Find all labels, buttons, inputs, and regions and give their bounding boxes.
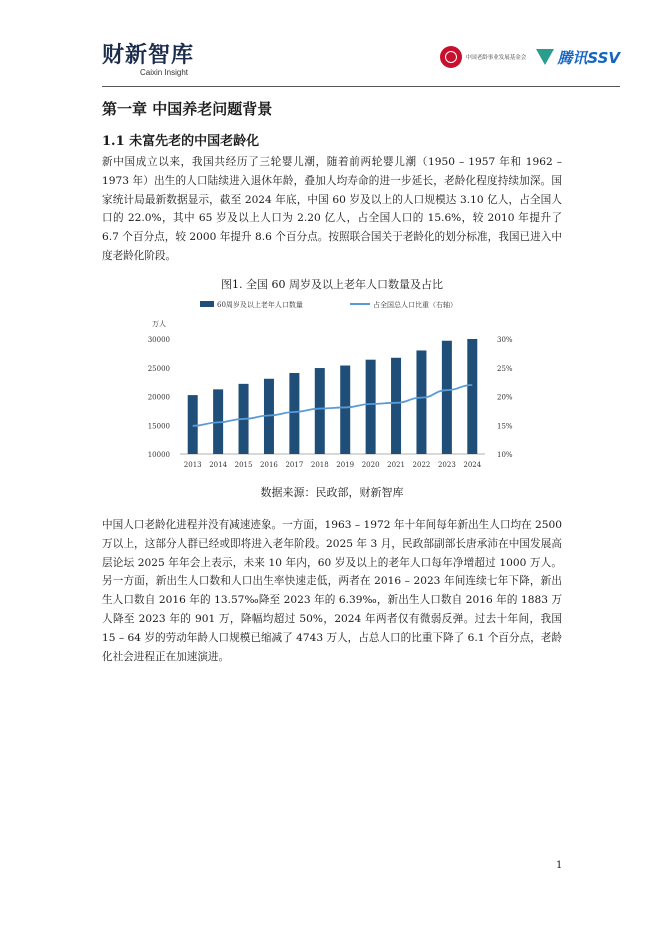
section-title: 1.1 未富先老的中国老龄化 (102, 134, 260, 149)
foundation-name: 中国老龄事业发展基金会 (465, 55, 527, 61)
paragraph-intro: 新中国成立以来，我国共经历了三轮婴儿潮，随着前两轮婴儿潮（1950 – 1957 年和 1962 – 1973 年）出生的人口陆续进入退休年龄，叠加人均寿命的进一步延长，老龄化程度持续加深。国家统计局最新数据显示，截至 2024 年底，中国 60 岁及以上的人口规模达 3.10 亿人，占全国人口的 22.0%，其中 65 岁及以上人口为 2.20 亿人，占全国人口的 15.6%，较 2010 年提升了 6.7 个百分点，较 2000 年提升 8.6 个百分点。按照联合国关于老龄化的划分标准，我国已进入中度老龄化阶段。 (102, 156, 562, 262)
ssv-logo-icon (536, 49, 554, 65)
figure-title: 图1. 全国 60 周岁及以上老年人口数量及占比 (221, 278, 443, 291)
header-divider (102, 86, 620, 87)
y-left-tick-label: 10000 (147, 451, 170, 459)
y-right-tick-label: 20% (497, 393, 513, 402)
bar (315, 368, 325, 454)
population-chart (130, 294, 530, 474)
line-series-share (193, 385, 473, 426)
y-left-tick-label: 30000 (147, 336, 170, 344)
x-tick-label: 2013 (183, 461, 202, 469)
x-tick-label: 2019 (336, 461, 355, 469)
x-tick-label: 2024 (463, 461, 482, 469)
bar (391, 358, 401, 454)
x-tick-label: 2020 (361, 461, 380, 469)
x-tick-label: 2018 (310, 461, 329, 469)
y-right-tick-label: 15% (497, 422, 513, 431)
y-left-tick-label: 15000 (147, 422, 170, 431)
logo-main-text: 财新智库 (102, 43, 195, 68)
x-tick-label: 2022 (412, 461, 431, 469)
bar (366, 360, 376, 454)
x-tick-label: 2017 (285, 461, 304, 469)
x-tick-label: 2015 (234, 461, 253, 469)
bar (416, 350, 426, 454)
y-right-tick-label: 30% (497, 336, 513, 344)
x-tick-label: 2016 (260, 461, 278, 469)
y-right-tick-label: 25% (497, 364, 513, 373)
y-left-tick-label: 25000 (147, 364, 170, 373)
x-tick-label: 2014 (209, 461, 228, 469)
page-number: 1 (556, 860, 563, 871)
y-right-tick-label: 10% (497, 451, 513, 459)
bar (340, 366, 350, 454)
caixin-insight-logo (102, 44, 194, 78)
legend-bar-swatch (200, 301, 214, 307)
page-header (102, 40, 620, 88)
bar (188, 395, 198, 454)
y-left-unit-label: 万人 (152, 320, 166, 328)
partner-logos (440, 46, 620, 68)
ssv-brand-text: 腾讯SSV (557, 48, 620, 67)
logo-sub-text: Caixin Insight (140, 68, 189, 77)
chapter-title: 第一章 中国养老问题背景 (102, 100, 273, 118)
figure-source: 数据来源：民政部，财新智库 (260, 486, 404, 499)
x-tick-label: 2023 (437, 461, 456, 469)
foundation-emblem-icon (440, 46, 462, 68)
bar (289, 373, 299, 454)
bar (442, 341, 452, 454)
paragraph-trend: 中国人口老龄化进程并没有减速迹象。一方面，1963 – 1972 年十年间每年新出生人口均在 2500 万以上，这部分人群已经或即将进入老年阶段。2025 年 3 月，民政部副部长唐承沛在中国发展高层论坛 2025 年年会上表示，未来 10 年内，60 岁及以上的老年人口每年净增超过 1000 万人。另一方面，新出生人口数和人口出生率快速走低，两者在 2016 – 2023 年间连续七年下降，新出生人口数自 2016 年的 13.57‰降至 2023 年的 6.39‰，新出生人口数自 2016 年的 1883 万人降至 2023 年的 901 万，降幅均超过 50%，2024 年两者仅有微弱反弹。过去十年间，我国 15 – 64 岁的劳动年龄人口规模已缩减了 4743 万人，占总人口的比重下降了 6.1 个百分点，老龄化社会进程正在加速演进。 (102, 519, 562, 663)
x-tick-label: 2021 (387, 461, 405, 469)
legend-bar-label: 60周岁及以上老年人口数量 (217, 301, 303, 309)
legend-line-label: 占全国总人口比重（右轴） (373, 301, 457, 309)
y-left-tick-label: 20000 (147, 393, 170, 402)
bar (467, 339, 477, 454)
